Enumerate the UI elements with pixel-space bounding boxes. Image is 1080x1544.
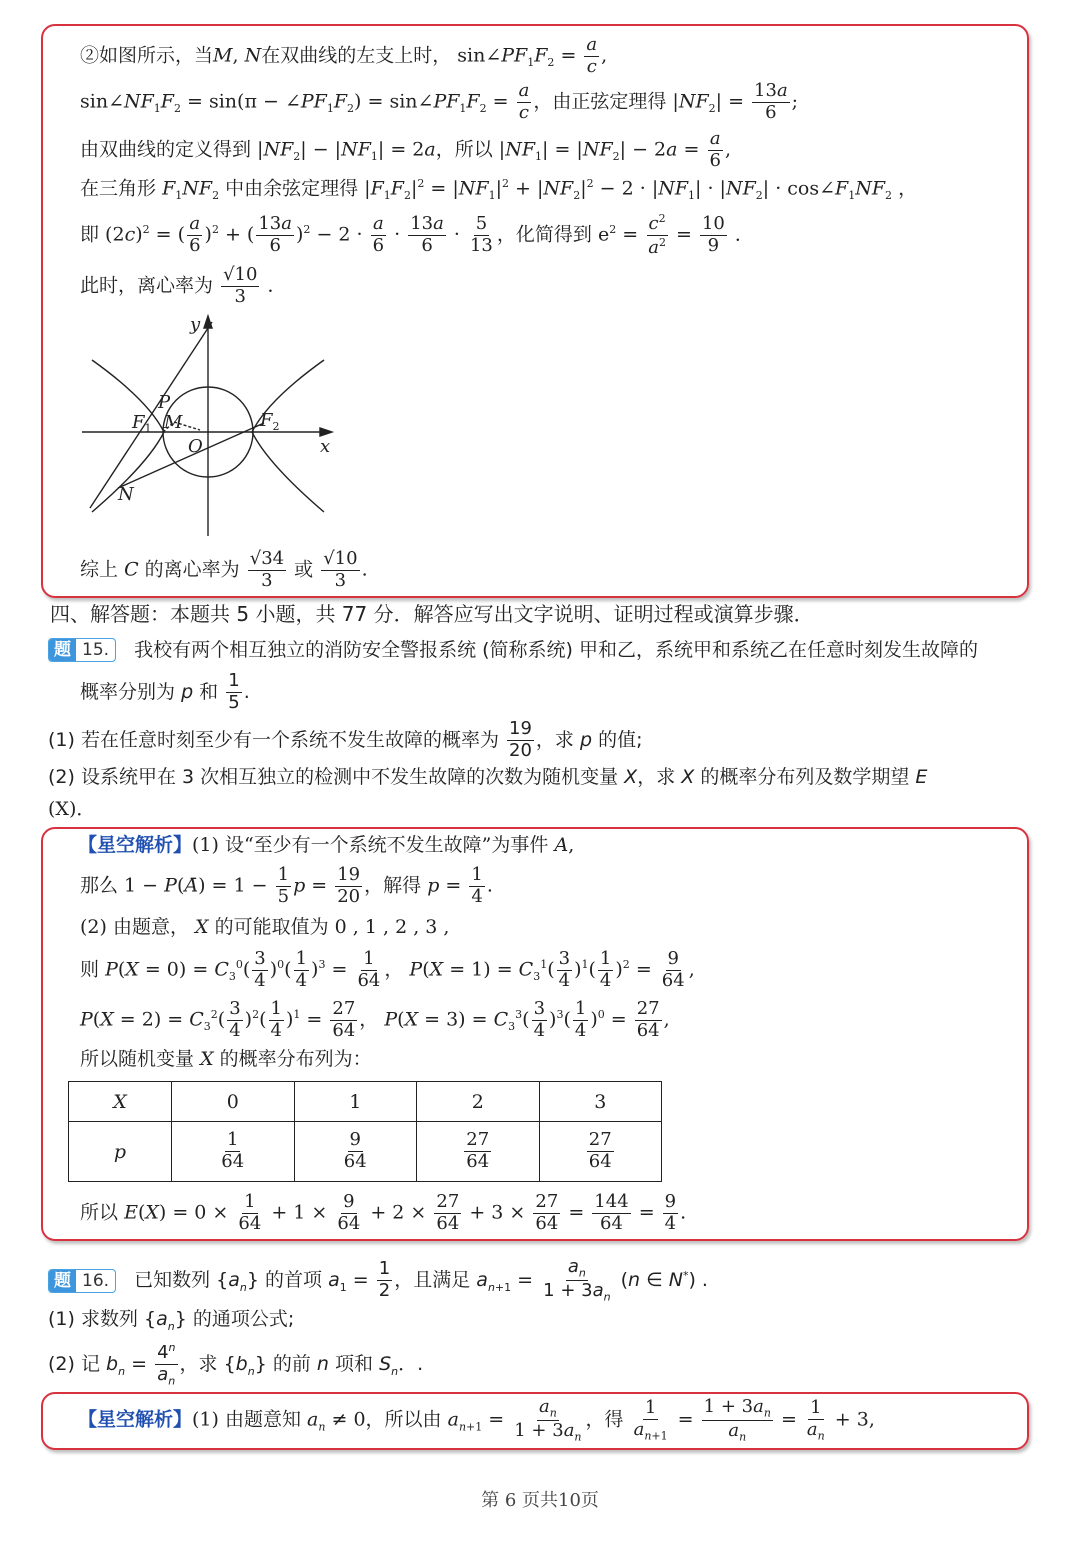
box1-line1: ②如图所示，当M, N在双曲线的左支上时， $\sin\angle PF_1F_2$ = $\frac{a}{c}$ ,	[80, 34, 608, 77]
sol15-line4: 则 $P(X = 0) = C_3^0$( $\frac{3}{4}$ )$^0$( $\frac{1}{4}$ )$^3$ = $\frac{1}{64}$ ， $P(X = 1) = C_3^1$( $\frac{3}{4}$ )$^1$( $\frac{1}{4}$ )$^2$ = $\frac{9}{64}$ ,	[80, 948, 695, 991]
table-cell: $\frac{27}{64}$	[539, 1122, 662, 1182]
box1-line6: 此时，离心率为 $\frac{√10}{3}$ ．	[80, 264, 287, 307]
q16-part1: (1) 求数列 $\{a_n\}$ 的通项公式;	[48, 1308, 295, 1333]
page-footer: 第 6 页共10页	[481, 1490, 599, 1511]
table-header-cell: 3	[539, 1082, 662, 1122]
table-cell: $\frac{9}{64}$	[294, 1122, 417, 1182]
line-NP	[90, 322, 212, 508]
table-cell: $\frac{27}{64}$	[417, 1122, 540, 1182]
label-P: P	[158, 392, 171, 413]
hyperbola-figure	[78, 312, 343, 540]
sol15-line5: $P(X = 2) = C_3^2$( $\frac{3}{4}$ )$^2$( $\frac{1}{4}$ )$^1$ = $\frac{27}{64}$ ， $P(X = 3) = C_3^3$( $\frac{3}{4}$ )$^3$( $\frac{1}{4}$ )$^0$ = $\frac{27}{64}$ ,	[80, 998, 670, 1041]
sol15-expectation: 所以 E(X) = 0 × $\frac{1}{64}$ + 1 × $\frac{9}{64}$ + 2 × $\frac{27}{64}$ + 3 × $\frac{27}{64}$ = $\frac{144}{64}$ = $\frac{9}{4}$ .	[80, 1191, 687, 1234]
table-header-cell: 2	[417, 1082, 540, 1122]
box1-line2: $\sin\angle NF_1F_2 = \sin(\pi$ − $\angle PF_1F_2$) = $\sin\angle PF_1F_2$ = $\frac{a}{c}$ ，由正弦定理得 $|NF_2|$ = $\frac{13a}{6}$ ;	[80, 80, 799, 123]
label-O: O	[188, 436, 203, 457]
sol16-label: 【星空解析】	[78, 1408, 193, 1431]
box1-line3: 由双曲线的定义得到 $|NF_2| - |NF_1| = 2a$，所以 $|NF_1| = |NF_2| - 2a$ = $\frac{a}{6}$ ,	[80, 128, 731, 171]
right-branch	[252, 360, 324, 512]
label-y: y	[190, 314, 201, 335]
distribution-table	[68, 1081, 662, 1182]
q15-tag: 题 15.	[48, 638, 116, 662]
sol15-line2: 那么 1 − P(Ā) = 1 − $\frac{1}{5}$ p = $\frac{19}{20}$ ，解得 p = $\frac{1}{4}$ .	[80, 864, 493, 907]
box1-line5: 即 $(2c)^2$ = ( $\frac{a}{6}$ )$^2$ + ( $\frac{13a}{6}$ )$^2$ − 2 · $\frac{a}{6}$ · $\frac{13a}{6}$ · $\frac{5}{13}$ ，化简得到 $e^2$ = $\frac{c^2}{a^2}$ = $\frac{10}{9}$ ．	[80, 212, 754, 258]
sol15-line6: 所以随机变量 X 的概率分布列为：	[80, 1048, 372, 1070]
label-N: N	[118, 484, 134, 505]
sol15-line1: 【星空解析】(1) 设“至少有一个系统不发生故障”为事件 A,	[78, 834, 575, 856]
q15-part1: (1) 若在任意时刻至少有一个系统不发生故障的概率为 $\frac{19}{20}$ ，求 p 的值;	[48, 718, 643, 761]
q15-part2-cont: (X)．	[48, 798, 96, 820]
box1-line4: 在三角形 $F_1NF_2$ 中由余弦定理得 $|F_1F_2|^2 = |NF_1|^2 + |NF_2|^2 - 2 \cdot |NF_1| \cdot |NF_2|$ · $\cos\angle F_1NF_2$ ，	[80, 177, 918, 203]
q15-line1: 题 15. 我校有两个相互独立的消防安全警报系统 (简称系统) 甲和乙，系统甲和系统乙在任意时刻发生故障的	[48, 638, 978, 662]
x-arrow	[320, 428, 332, 436]
section-heading: 四、解答题：本题共 5 小题，共 77 分．解答应写出文字说明、证明过程或演算步骤．	[50, 602, 814, 626]
table-header-cell: 1	[294, 1082, 417, 1122]
box1-summary: 综上 C 的离心率为 $\frac{√34}{3}$ 或 $\frac{√10}{3}$ .	[80, 548, 368, 591]
q15-part2: (2) 设系统甲在 3 次相互独立的检测中不发生故障的次数为随机变量 X，求 X 的概率分布列及数学期望 E	[48, 766, 928, 788]
sol16-line1: 【星空解析】(1) 由题意知 $a_n \ne 0$，所以由 $a_{n+1}$ = $\frac{a_n}{1 + 3a_n}$ ，得 $\frac{1}{a_{n+1}}$ = $\frac{1 + 3a_n}{a_n}$ = $\frac{1}{a_n}$ + 3,	[78, 1396, 875, 1444]
q16-part2: (2) 记 $b_n$ = $\frac{4^n}{a_n}$ ，求 $\{b_n\}$ 的前 n 项和 $S_n$．.	[48, 1341, 424, 1388]
label-x: x	[320, 436, 331, 457]
label-M: M	[164, 412, 183, 433]
table-header-cell: X	[69, 1082, 172, 1122]
table-cell: $\frac{1}{64}$	[172, 1122, 295, 1182]
sol15-line3: (2) 由题意， X 的可能取值为 0 , 1 , 2 , 3 ,	[80, 916, 450, 938]
q15-line2: 概率分别为 p 和 $\frac{1}{5}$ .	[80, 670, 250, 713]
label-F2: $F_2$	[260, 410, 280, 433]
q16-line1: 题 16. 已知数列 $\{a_n\}$ 的首项 $a_1$ = $\frac{1}{2}$ ，且满足 $a_{n+1}$ = $\frac{a_n}{1 + 3a_n}$ (n ∈ N*) .	[48, 1258, 708, 1303]
y-arrow	[204, 316, 212, 328]
label-F1: $F_1$	[132, 412, 152, 435]
table-row-label: p	[69, 1122, 172, 1182]
q16-tag: 题 16.	[48, 1269, 116, 1293]
sol15-label: 【星空解析】	[78, 834, 193, 856]
table-header-cell: 0	[172, 1082, 295, 1122]
